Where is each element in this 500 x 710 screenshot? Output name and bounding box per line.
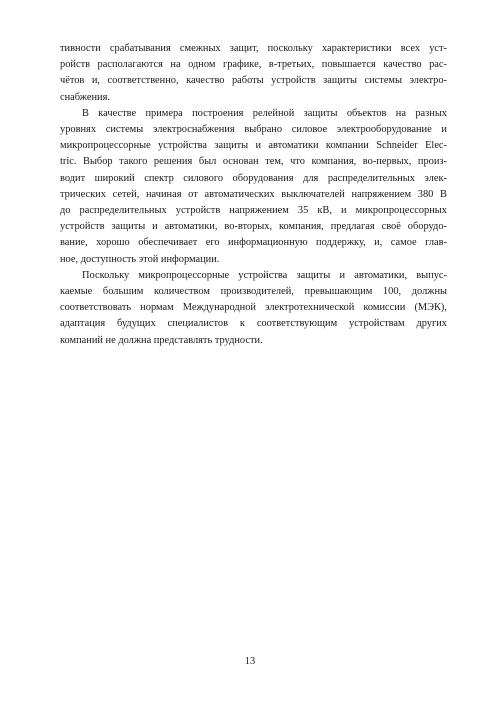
text-line: уровнях системы электроснабжения выбрано силовое электрооборудование и xyxy=(60,124,447,136)
body-text xyxy=(60,41,447,349)
text-line: водит широкий спектр силового оборудования для распределительных элек- xyxy=(60,172,447,184)
text-line: каемые большим количеством производителей, превышающим 100, должны xyxy=(60,286,447,298)
text-line: устройств защиты и автоматики, во-вторых, компания, предлагая своё оборудо- xyxy=(60,221,447,233)
text-line: компаний не должна представлять трудности. xyxy=(60,334,263,346)
text-line: ное, доступность этой информации. xyxy=(60,253,220,265)
text-line: трических сетей, начиная от автоматических выключателей напряжением 380 В xyxy=(60,188,447,200)
text-line: вание, хорошо обеспечивает его информационную поддержку, и, самое глав- xyxy=(60,237,447,249)
text-line: Поскольку микропроцессорные устройства защиты и автоматики, выпус- xyxy=(82,269,447,281)
paragraph xyxy=(60,41,447,106)
paragraph xyxy=(60,106,447,268)
text-line: до распределительных устройств напряжением 35 кВ, и микропроцессорных xyxy=(60,205,447,217)
text-line: тивности срабатывания смежных защит, поскольку характеристики всех уст- xyxy=(60,43,447,54)
text-line: соответствовать нормам Международной электротехнической комиссии (МЭК), xyxy=(60,302,447,314)
paragraph xyxy=(60,268,447,349)
text-line: tric. Выбор такого решения был основан тем, что компания, во-первых, произ- xyxy=(60,156,447,168)
text-line: снабжения. xyxy=(60,91,110,103)
text-line: чётов и, соответственно, качество работы устройств защиты системы электро- xyxy=(60,75,447,87)
text-line: микропроцессорные устройства защиты и автоматики компании Schneider Elec- xyxy=(60,140,447,152)
page-number: 13 xyxy=(244,656,256,667)
text-line: адаптация будущих специалистов к соответствующим устройствам других xyxy=(60,318,447,330)
text-line: В качестве примера построения релейной защиты объектов на разных xyxy=(82,107,447,119)
text-line: ройств располагаются на одном графике, в-третьих, повышается качество рас- xyxy=(60,59,447,71)
